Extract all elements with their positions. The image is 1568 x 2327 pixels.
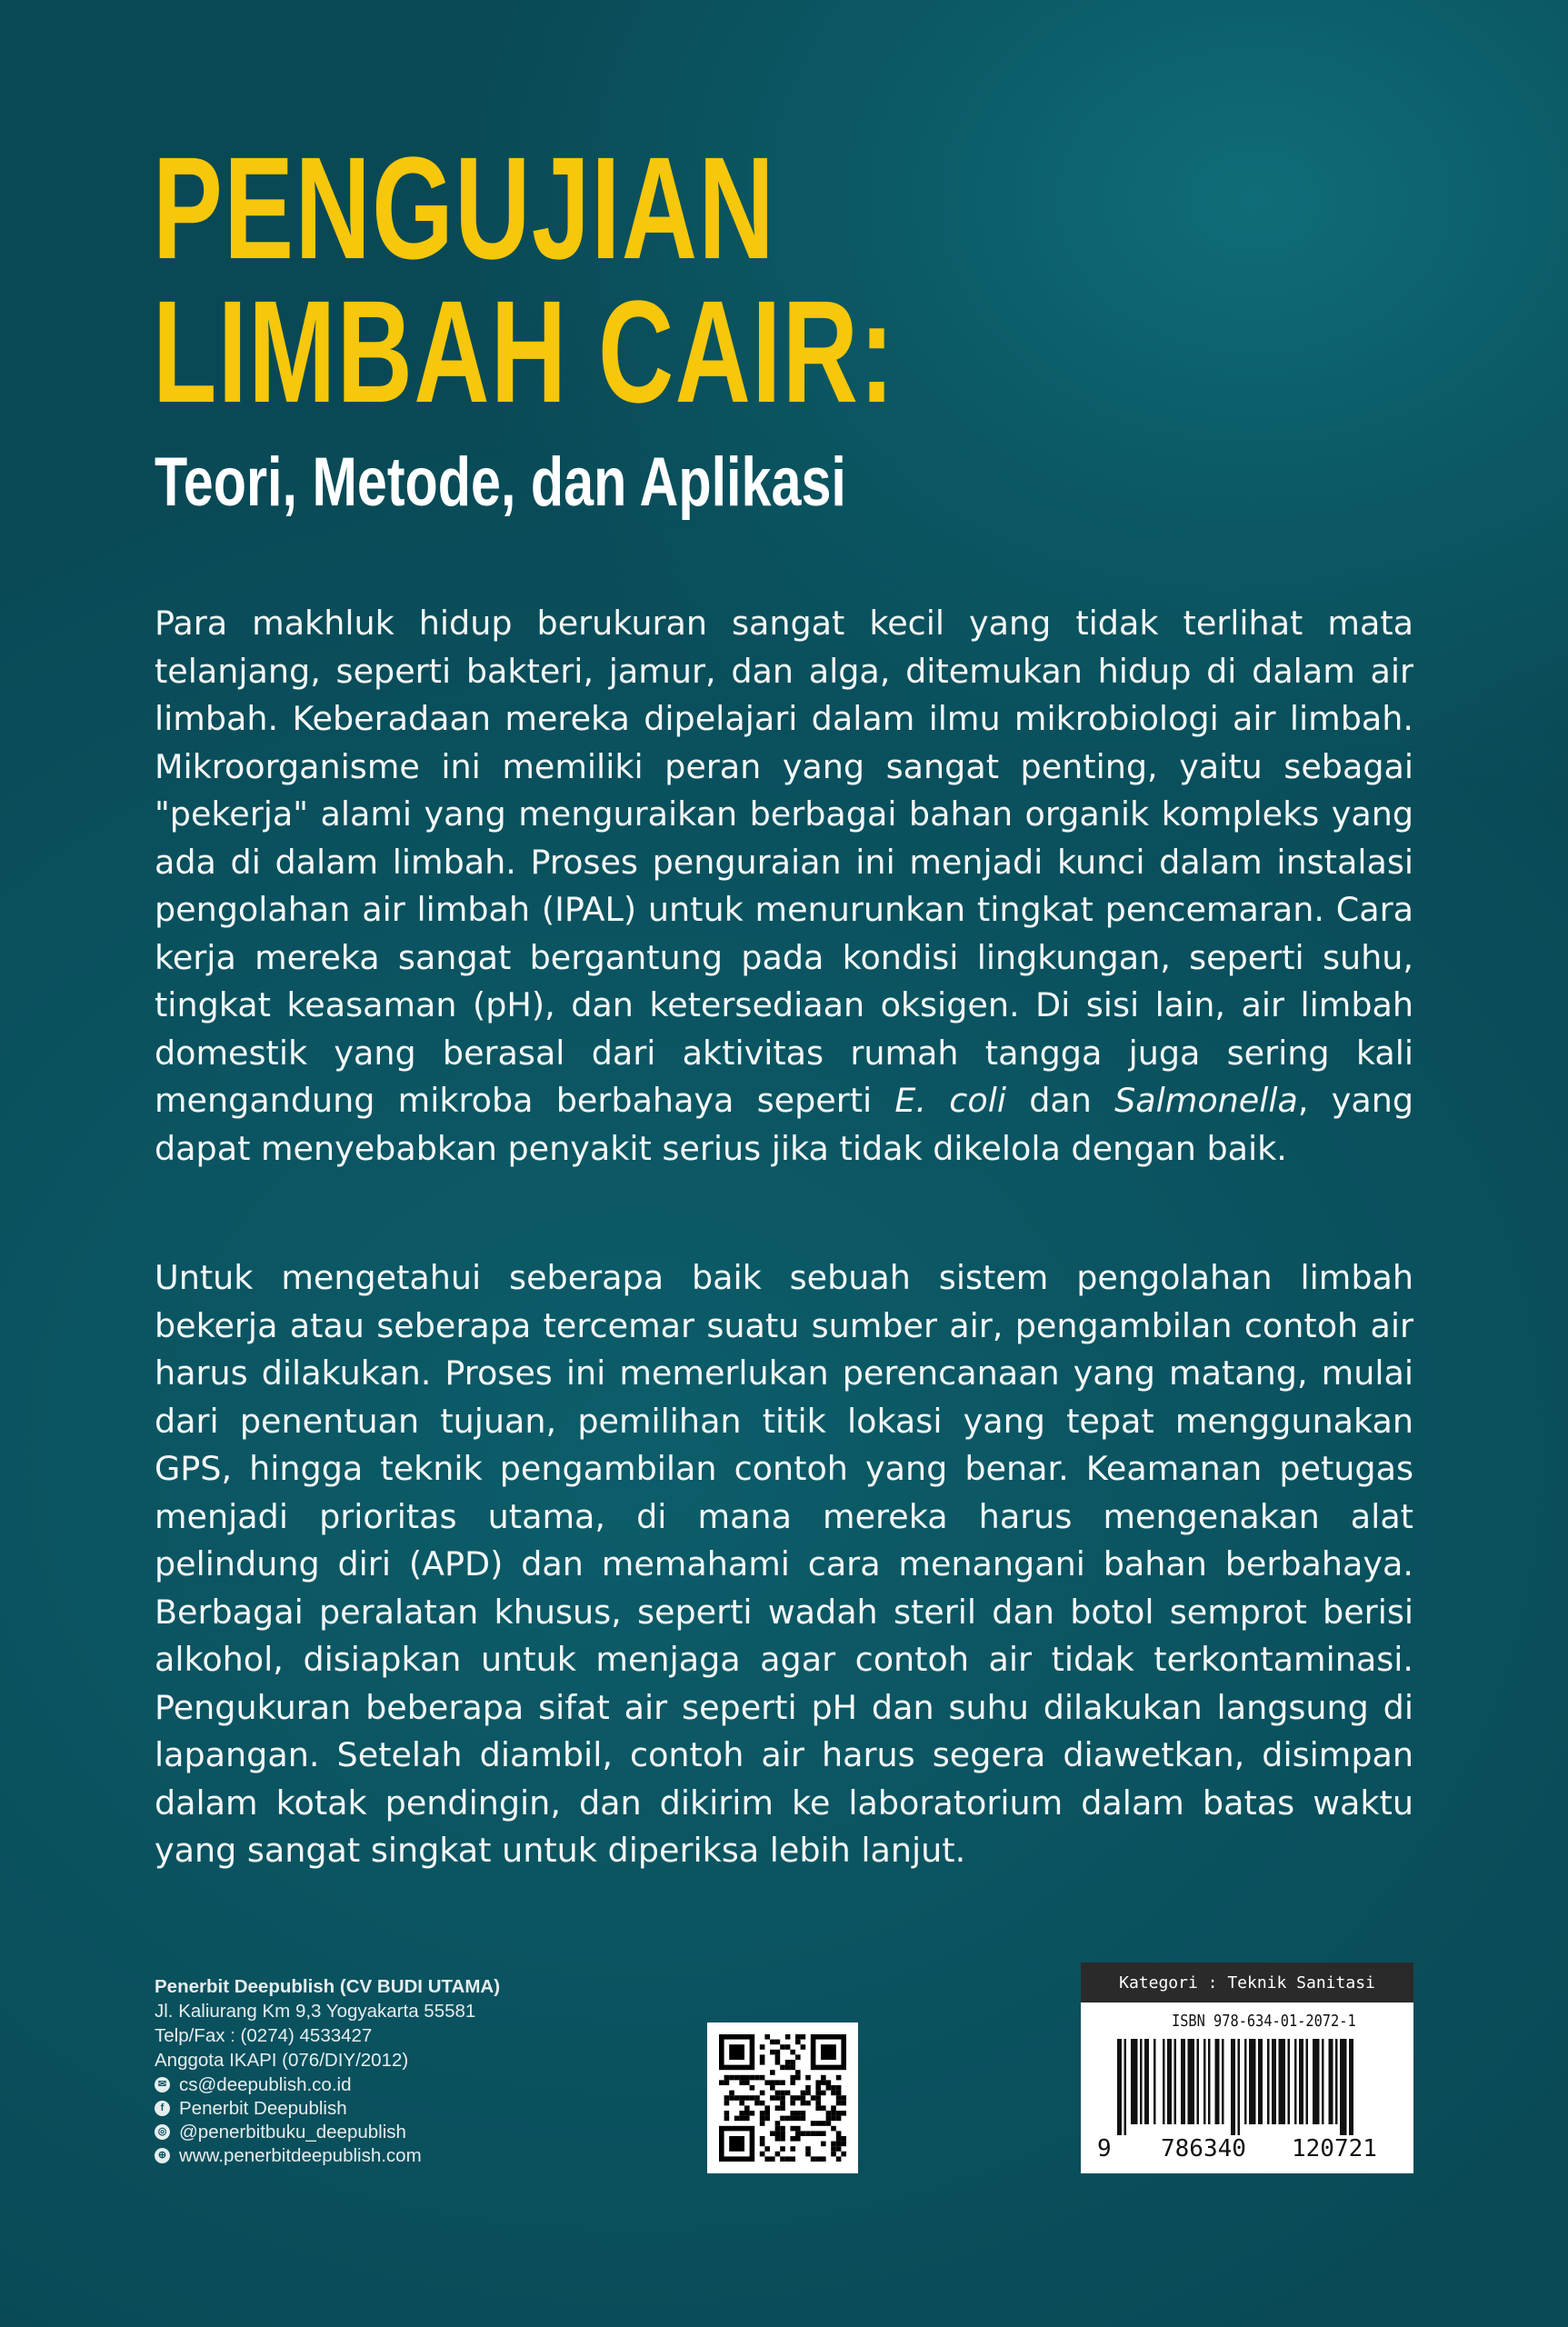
qr-module — [785, 2091, 791, 2096]
barcode-bar — [1279, 2039, 1286, 2124]
qr-module — [724, 2116, 730, 2122]
qr-module — [724, 2095, 730, 2101]
isbn-number: ISBN 978-634-01-2072-1 — [1172, 2012, 1356, 2031]
barcode-bars — [1117, 2039, 1390, 2139]
blurb-salmonella: Salmonella — [1114, 1081, 1298, 1120]
qr-module — [754, 2101, 760, 2106]
barcode-bar — [1299, 2039, 1303, 2124]
qr-module — [780, 2091, 785, 2096]
qr-module — [815, 2091, 821, 2096]
qr-module — [790, 2111, 795, 2116]
barcode-bar — [1349, 2039, 1353, 2135]
qr-finder-core — [821, 2044, 836, 2060]
qr-module — [790, 2116, 795, 2122]
facebook-icon: f — [155, 2101, 170, 2116]
qr-module — [780, 2105, 785, 2111]
qr-module — [744, 2075, 750, 2081]
barcode-bar — [1140, 2039, 1143, 2124]
barcode-bar — [1117, 2039, 1122, 2135]
qr-module — [795, 2034, 801, 2040]
contact-instagram[interactable] — [155, 2120, 500, 2143]
email-icon: ✉ — [155, 2077, 170, 2092]
qr-module — [801, 2131, 806, 2136]
qr-module — [734, 2095, 740, 2101]
globe-icon: ⊕ — [155, 2148, 170, 2163]
contact-email-text: cs@deepublish.co.id — [179, 2073, 352, 2095]
qr-module — [821, 2131, 826, 2136]
barcode-bar — [1313, 2039, 1320, 2124]
qr-module — [770, 2070, 775, 2075]
qr-module — [821, 2142, 826, 2147]
qr-module — [811, 2121, 816, 2126]
qr-module — [821, 2080, 826, 2085]
barcode-bar — [1322, 2039, 1324, 2124]
barcode-bar — [1244, 2039, 1247, 2124]
qr-module — [739, 2080, 744, 2085]
qr-module — [724, 2080, 730, 2085]
qr-module — [801, 2101, 806, 2106]
qr-module — [831, 2126, 836, 2132]
isbn-barcode-panel — [1081, 1962, 1413, 2173]
qr-module — [836, 2156, 842, 2162]
qr-module — [744, 2111, 750, 2116]
qr-module — [805, 2131, 811, 2136]
qr-module — [805, 2101, 811, 2106]
qr-module — [780, 2126, 785, 2132]
publisher-phone: Telp/Fax : (0274) 4533427 — [155, 2025, 373, 2046]
barcode-bar — [1335, 2039, 1338, 2124]
qr-module — [739, 2116, 744, 2122]
blurb-paragraph-2: Untuk mengetahui seberapa baik sebuah sistem pengolahan limbah bekerja atau seberapa tercemar suatu sumber air, pengambilan contoh air harus dilakukan. Proses ini memerlukan perencanaan yang matang, mulai dari penentuan tujuan, pemilihan titik lokasi yang tepat menggunakan GPS, hingga teknik pengambilan contoh yang benar. Keamanan petugas menjadi prioritas utama, di mana mereka harus mengenakan alat pelindung diri (APD) dan memahami cara menangani bahan berbahaya. Berbagai peralatan khusus, seperti wadah steril dan botol semprot berisi alkohol, disiapkan untuk menjaga agar contoh air tidak terkontaminasi. Pengukuran beberapa sifat air seperti pH dan suhu dilakukan langsung di lapangan. Setelah diambil, contoh air harus segera diawetkan, disimpan dalam kotak pendingin, dan dikirim ke laboratorium dalam batas waktu yang sangat singkat untuk diperiksa lebih lanjut. — [155, 1258, 1413, 1870]
qr-module — [831, 2116, 836, 2122]
qr-module — [785, 2060, 791, 2065]
qr-module — [764, 2105, 770, 2111]
qr-module — [805, 2075, 811, 2081]
qr-module — [760, 2054, 765, 2060]
qr-module — [754, 2095, 760, 2101]
qr-code[interactable] — [707, 2022, 858, 2173]
qr-module — [739, 2075, 744, 2081]
qr-module — [734, 2075, 740, 2081]
qr-module — [750, 2085, 755, 2091]
qr-module — [780, 2101, 785, 2106]
qr-module — [780, 2146, 785, 2152]
qr-module — [836, 2085, 842, 2091]
qr-module — [795, 2054, 801, 2060]
barcode-bar — [1188, 2039, 1195, 2124]
qr-module — [836, 2131, 842, 2136]
qr-module — [760, 2091, 765, 2096]
qr-module — [790, 2060, 795, 2065]
blurb-ecoli: E. coli — [894, 1081, 1006, 1120]
barcode-bar — [1131, 2039, 1138, 2124]
qr-module — [826, 2116, 832, 2122]
qr-module — [836, 2091, 842, 2096]
qr-module — [821, 2091, 826, 2096]
qr-module — [790, 2080, 795, 2085]
blurb-p1-text-a: Para makhluk hidup berukuran sangat kecil yang tidak terlihat mata telanjang, seperti bakteri, jamur, dan alga, ditemukan hidup di dalam air limbah. Keberadaan mereka dipelajari dalam ilmu mikrobiologi air limbah. Mikroorganisme ini memiliki peran yang sangat penting, yaitu sebagai "pekerja" alami yang menguraikan berbagai bahan organik kompleks yang ada di dalam limbah. Proses penguraian ini menjadi kunci dalam instalasi pengolahan air limbah (IPAL) untuk menurunkan tingkat pencemaran. Cara kerja mereka sangat bergantung pada kondisi lingkungan, seperti suhu, tingkat keasaman (pH), dan ketersediaan oksigen. Di sisi lain, air limbah domestik yang berasal dari aktivitas rumah tangga juga sering kali mengandung mikroba berbahaya seperti — [155, 604, 1413, 1120]
barcode-digits-left: 786340 — [1161, 2135, 1246, 2162]
qr-module — [775, 2105, 781, 2111]
qr-module — [826, 2121, 832, 2126]
qr-module — [770, 2050, 775, 2055]
qr-module — [760, 2075, 765, 2081]
qr-module — [760, 2044, 765, 2050]
blurb-p1-text-b: , yang dapat menyebabkan penyakit serius jika tidak dikelola dengan baik. — [155, 1081, 1414, 1168]
qr-module — [826, 2085, 832, 2091]
qr-module — [764, 2034, 770, 2040]
qr-module — [790, 2050, 795, 2055]
qr-module — [821, 2121, 826, 2126]
qr-module — [790, 2136, 795, 2142]
qr-module — [801, 2095, 806, 2101]
qr-module — [831, 2152, 836, 2157]
qr-module — [785, 2065, 791, 2071]
qr-module — [795, 2136, 801, 2142]
qr-module — [760, 2101, 765, 2106]
qr-module — [815, 2085, 821, 2091]
qr-module — [785, 2044, 791, 2050]
barcode-bar — [1288, 2039, 1291, 2124]
qr-module — [775, 2050, 781, 2055]
qr-module — [770, 2095, 775, 2101]
book-subtitle: Teori, Metode, dan Aplikasi — [155, 444, 846, 521]
qr-module — [795, 2095, 801, 2101]
qr-module — [724, 2111, 730, 2116]
qr-module — [831, 2111, 836, 2116]
qr-module — [770, 2131, 775, 2136]
qr-code-image — [707, 2022, 858, 2173]
qr-module — [801, 2044, 806, 2050]
contact-website[interactable] — [155, 2143, 500, 2167]
qr-module — [831, 2105, 836, 2111]
qr-module — [795, 2131, 801, 2136]
qr-module — [801, 2034, 806, 2040]
qr-module — [775, 2054, 781, 2060]
qr-finder-core — [729, 2136, 744, 2152]
qr-module — [764, 2116, 770, 2122]
barcode-bar — [1238, 2039, 1241, 2135]
qr-module — [805, 2091, 811, 2096]
qr-module — [795, 2075, 801, 2081]
qr-module — [770, 2085, 775, 2091]
qr-module — [744, 2105, 750, 2111]
qr-module — [744, 2080, 750, 2085]
qr-module — [826, 2080, 832, 2085]
qr-module — [815, 2156, 821, 2162]
category-label: Kategori : Teknik Sanitasi — [1081, 1962, 1413, 2002]
barcode-bar — [1181, 2039, 1185, 2124]
qr-module — [811, 2156, 816, 2162]
qr-module — [790, 2126, 795, 2132]
qr-module — [790, 2156, 795, 2162]
book-title — [153, 126, 896, 433]
qr-module — [841, 2142, 846, 2147]
qr-module — [764, 2146, 770, 2152]
qr-module — [780, 2065, 785, 2071]
qr-module — [815, 2131, 821, 2136]
contact-facebook-text: Penerbit Deepublish — [179, 2097, 347, 2119]
qr-finder-core — [729, 2044, 744, 2060]
contact-website-text: www.penerbitdeepublish.com — [179, 2144, 422, 2166]
qr-module — [775, 2131, 781, 2136]
blurb-p1-and: dan — [1006, 1081, 1115, 1120]
barcode-bar — [1249, 2039, 1256, 2124]
qr-module — [836, 2111, 842, 2116]
contact-facebook[interactable] — [155, 2096, 500, 2120]
qr-module — [744, 2116, 750, 2122]
qr-module — [739, 2101, 744, 2106]
qr-module — [719, 2080, 724, 2085]
instagram-icon: ◎ — [155, 2124, 170, 2140]
barcode-bar — [1144, 2039, 1149, 2124]
contact-instagram-text: @penerbitbuku_deepublish — [179, 2121, 406, 2142]
barcode-bar — [1258, 2039, 1263, 2124]
qr-module — [750, 2095, 755, 2101]
publisher-membership: Anggota IKAPI (076/DIY/2012) — [155, 2050, 409, 2071]
barcode-bar — [1208, 2039, 1211, 2124]
book-title-line-2: LIMBAH CAIR: — [153, 270, 896, 433]
qr-module — [729, 2075, 734, 2081]
barcode-bar — [1197, 2039, 1200, 2124]
blurb-paragraph-1 — [155, 600, 1413, 1173]
book-title-line-1: PENGUJIAN — [153, 126, 776, 289]
qr-module — [831, 2146, 836, 2152]
qr-module — [785, 2156, 791, 2162]
qr-module — [770, 2080, 775, 2085]
qr-module — [795, 2070, 801, 2075]
contact-email[interactable] — [155, 2072, 500, 2096]
barcode-bar — [1294, 2039, 1297, 2124]
qr-module — [836, 2116, 842, 2122]
qr-module — [780, 2080, 785, 2085]
qr-module — [780, 2116, 785, 2122]
barcode-bar — [1272, 2039, 1276, 2124]
qr-module — [729, 2091, 734, 2096]
publisher-info — [155, 1974, 500, 2167]
barcode-bar — [1267, 2039, 1270, 2124]
barcode-bar — [1163, 2039, 1165, 2124]
qr-module — [795, 2116, 801, 2122]
qr-module — [836, 2146, 842, 2152]
barcode-bar — [1124, 2039, 1127, 2135]
qr-module — [790, 2101, 795, 2106]
qr-module — [836, 2075, 842, 2081]
qr-module — [836, 2142, 842, 2147]
barcode-bar — [1154, 2039, 1156, 2124]
qr-module — [826, 2111, 832, 2116]
publisher-address: Jl. Kaliurang Km 9,3 Yogyakarta 55581 — [155, 2001, 476, 2022]
qr-module — [739, 2111, 744, 2116]
qr-module — [760, 2136, 765, 2142]
qr-module — [815, 2121, 821, 2126]
qr-module — [795, 2126, 801, 2132]
qr-module — [775, 2060, 781, 2065]
qr-module — [754, 2075, 760, 2081]
qr-module — [821, 2156, 826, 2162]
qr-module — [775, 2040, 781, 2045]
qr-module — [836, 2095, 842, 2101]
qr-module — [801, 2111, 806, 2116]
qr-module — [724, 2075, 730, 2081]
qr-module — [780, 2131, 785, 2136]
qr-module — [805, 2085, 811, 2091]
qr-module — [775, 2095, 781, 2101]
qr-module — [795, 2111, 801, 2116]
qr-module — [750, 2111, 755, 2116]
qr-module — [785, 2034, 791, 2040]
qr-module — [760, 2142, 765, 2147]
barcode-bar — [1222, 2039, 1224, 2124]
qr-module — [801, 2091, 806, 2096]
qr-module — [785, 2116, 791, 2122]
qr-module — [780, 2156, 785, 2162]
qr-module — [836, 2136, 842, 2142]
qr-module — [760, 2116, 765, 2122]
barcode-bar — [1167, 2039, 1172, 2124]
qr-module — [790, 2146, 795, 2152]
barcode-bar — [1340, 2039, 1347, 2135]
qr-module — [760, 2121, 765, 2126]
qr-module — [780, 2095, 785, 2101]
qr-module — [764, 2080, 770, 2085]
qr-module — [841, 2111, 846, 2116]
publisher-name: Penerbit Deepublish (CV BUDI UTAMA) — [155, 1976, 501, 1997]
qr-module — [780, 2136, 785, 2142]
qr-module — [841, 2095, 846, 2101]
qr-module — [775, 2080, 781, 2085]
qr-module — [811, 2095, 816, 2101]
qr-module — [760, 2060, 765, 2065]
qr-module — [764, 2111, 770, 2116]
qr-module — [790, 2095, 795, 2101]
qr-module — [734, 2116, 740, 2122]
qr-module — [815, 2080, 821, 2085]
qr-module — [841, 2136, 846, 2142]
qr-module — [760, 2111, 765, 2116]
barcode-bar — [1329, 2039, 1333, 2124]
qr-module — [775, 2136, 781, 2142]
qr-module — [760, 2152, 765, 2157]
qr-module — [831, 2091, 836, 2096]
qr-module — [805, 2146, 811, 2152]
qr-module — [841, 2101, 846, 2106]
qr-module — [811, 2131, 816, 2136]
qr-module — [775, 2121, 781, 2126]
qr-module — [841, 2152, 846, 2157]
qr-module — [821, 2075, 826, 2081]
barcode-digit-first: 9 — [1097, 2135, 1112, 2162]
qr-module — [770, 2040, 775, 2045]
qr-module — [739, 2095, 744, 2101]
qr-module — [764, 2156, 770, 2162]
qr-module — [724, 2101, 730, 2106]
qr-module — [770, 2156, 775, 2162]
qr-module — [831, 2085, 836, 2091]
qr-module — [815, 2101, 821, 2106]
qr-module — [815, 2095, 821, 2101]
qr-module — [744, 2095, 750, 2101]
qr-module — [790, 2065, 795, 2071]
qr-module — [821, 2105, 826, 2111]
qr-module — [775, 2152, 781, 2157]
qr-module — [831, 2142, 836, 2147]
qr-module — [729, 2095, 734, 2101]
barcode-bar — [1174, 2039, 1177, 2124]
qr-module — [775, 2091, 781, 2096]
qr-module — [815, 2105, 821, 2111]
barcode-bar — [1215, 2039, 1220, 2124]
qr-module — [795, 2040, 801, 2045]
qr-module — [790, 2075, 795, 2081]
barcode-digits-right: 120721 — [1292, 2135, 1377, 2162]
qr-module — [775, 2126, 781, 2132]
qr-module — [750, 2075, 755, 2081]
barcode-bar — [1306, 2039, 1309, 2124]
barcode-bar — [1203, 2039, 1206, 2124]
qr-module — [805, 2152, 811, 2157]
qr-module — [780, 2044, 785, 2050]
qr-module — [801, 2116, 806, 2122]
barcode-bar — [1231, 2039, 1235, 2135]
qr-module — [836, 2101, 842, 2106]
